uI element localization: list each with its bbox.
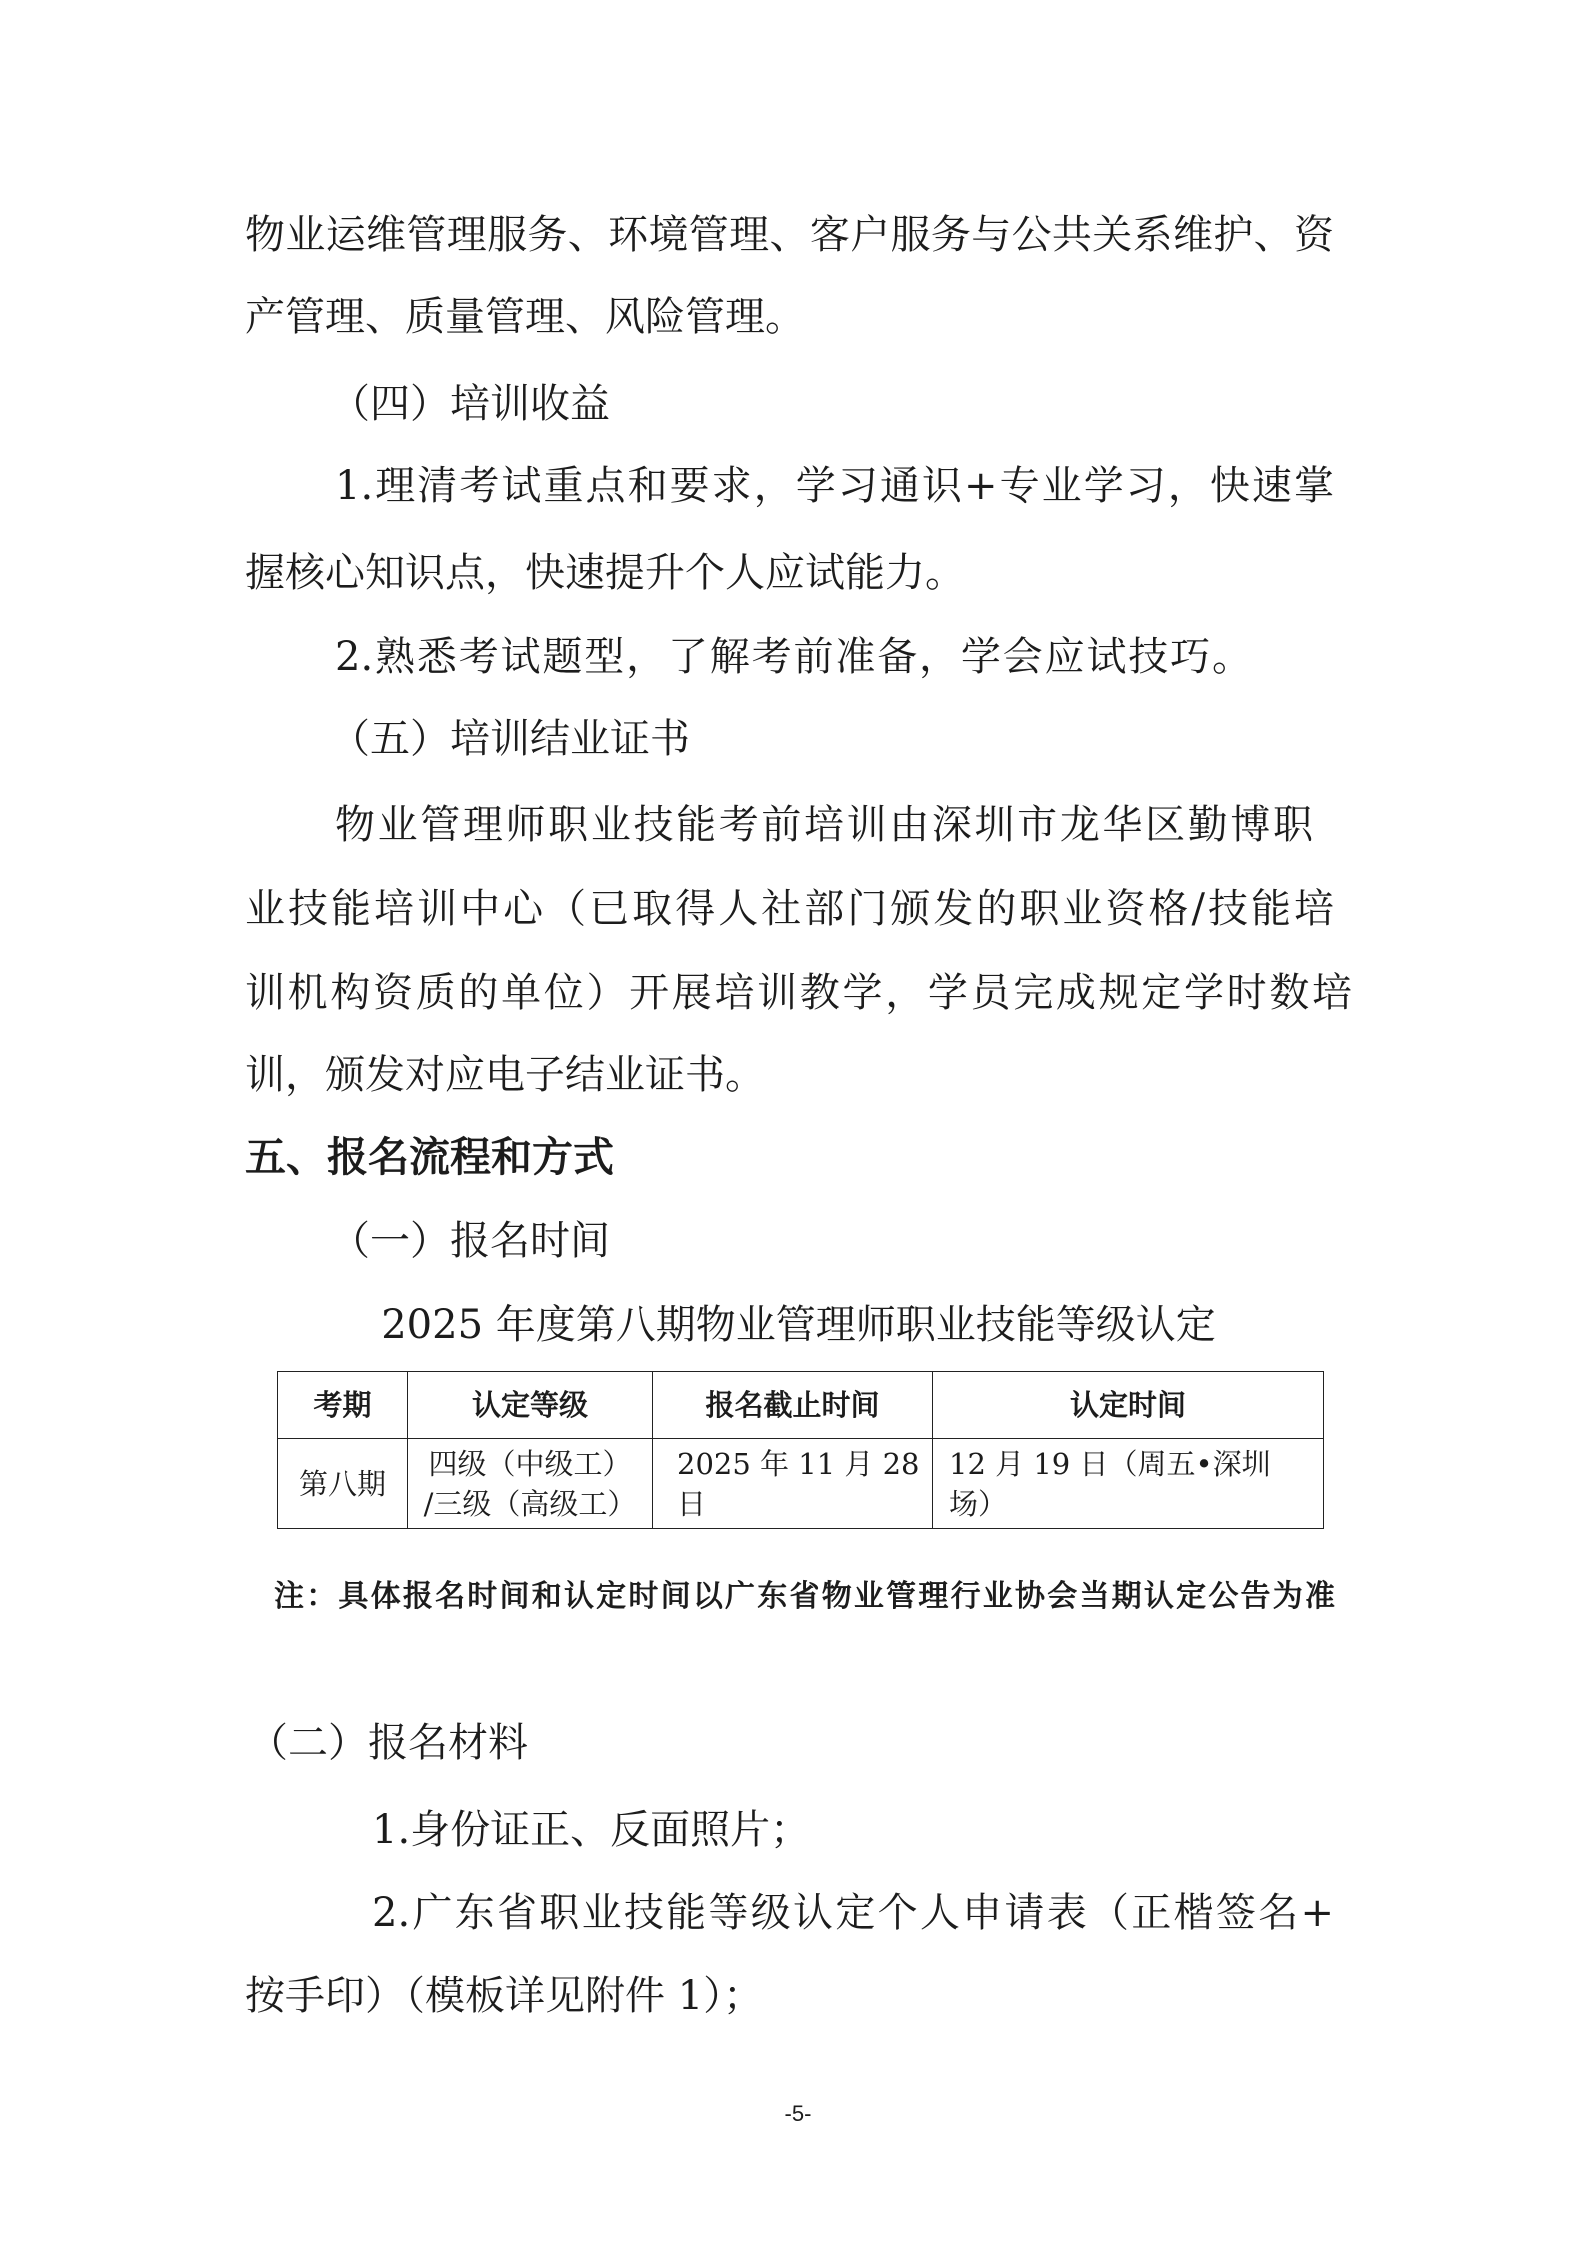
benefits-heading: （四）培训收益: [330, 381, 610, 427]
registration-schedule-table: [277, 1371, 1324, 1529]
materials-heading: （二）报名材料: [248, 1720, 528, 1766]
benefit-item-1-line-1: 1.理清考试重点和要求，学习通识+专业学习，快速掌: [335, 463, 1334, 509]
registration-heading: 五、报名流程和方式: [245, 1133, 614, 1181]
cell-grade-line-1: 四级（中级工）: [428, 1446, 632, 1481]
cell-deadline: [653, 1439, 933, 1529]
certificate-line-4: 训，颁发对应电子结业证书。: [245, 1052, 765, 1098]
materials-item-2-line-2: 按手印）（模板详见附件 1）；: [245, 1973, 764, 2019]
cell-deadline-line-1: 2025 年 11 月 28: [677, 1446, 920, 1481]
header-deadline: 报名截止时间: [653, 1372, 933, 1439]
materials-item-1: 1.身份证正、反面照片；: [372, 1807, 811, 1853]
table-header-row: [278, 1372, 1324, 1439]
cell-certification-date: [933, 1439, 1324, 1529]
cell-deadline-line-2: 日: [677, 1486, 707, 1521]
scope-line-2: 产管理、质量管理、风险管理。: [245, 294, 805, 340]
cell-date-line-1: 12 月 19 日（周五•深圳: [949, 1446, 1271, 1481]
certificate-heading: （五）培训结业证书: [330, 716, 690, 762]
table-title: 2025 年度第八期物业管理师职业技能等级认定: [381, 1302, 1216, 1348]
table-row: [278, 1439, 1324, 1529]
certificate-line-1: 物业管理师职业技能考前培训由深圳市龙华区勤博职: [335, 802, 1313, 848]
benefit-item-2: 2.熟悉考试题型，了解考前准备，学会应试技巧。: [335, 634, 1252, 680]
materials-item-2-line-1: 2.广东省职业技能等级认定个人申请表（正楷签名+: [372, 1890, 1334, 1936]
header-grade: 认定等级: [408, 1372, 653, 1439]
cell-period: 第八期: [278, 1439, 408, 1529]
cell-grade: [408, 1439, 653, 1529]
table-note: 注：具体报名时间和认定时间以广东省物业管理行业协会当期认定公告为准: [274, 1579, 1335, 1614]
registration-time-heading: （一）报名时间: [330, 1218, 610, 1264]
cell-date-line-2: 场）: [949, 1486, 1008, 1521]
header-certification-date: 认定时间: [933, 1372, 1324, 1439]
cell-grade-line-2: /三级（高级工）: [423, 1486, 637, 1521]
certificate-line-2: 业技能培训中心（已取得人社部门颁发的职业资格/技能培: [245, 886, 1334, 932]
scope-line-1: 物业运维管理服务、环境管理、客户服务与公共关系维护、资: [245, 212, 1334, 258]
certificate-line-3: 训机构资质的单位）开展培训教学，学员完成规定学时数培: [245, 970, 1352, 1016]
page-number: -5-: [784, 2101, 812, 2126]
header-period: 考期: [278, 1372, 408, 1439]
benefit-item-1-line-2: 握核心知识点，快速提升个人应试能力。: [245, 550, 965, 596]
